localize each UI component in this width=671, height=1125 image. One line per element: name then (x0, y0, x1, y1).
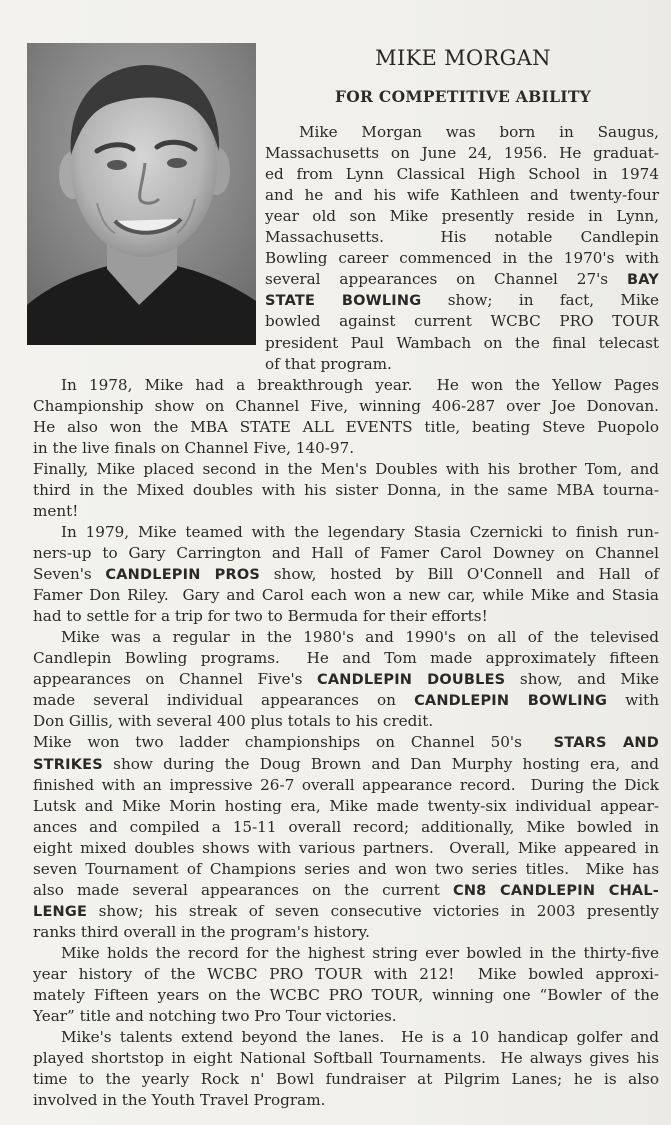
text-line (33, 459, 659, 480)
text-line (33, 438, 659, 459)
text-line (33, 775, 659, 796)
text-segment: played shortstop in eight National Softball Tournaments. He always gives his (33, 1049, 659, 1068)
text-segment: eight mixed doubles shows with various partners. Overall, Mike appeared in (33, 838, 659, 857)
text-line (61, 1027, 659, 1048)
text-line (33, 859, 659, 880)
text-line (61, 375, 659, 396)
text-segment: with (607, 691, 659, 710)
text-segment: year history of the WCBC PRO TOUR with 212! Mike bowled approxi- (33, 965, 659, 983)
text-segment: Finally, Mike placed second in the Men's Doubles with his brother Tom, and (33, 459, 659, 478)
text-line (33, 648, 659, 669)
text-line (265, 290, 659, 311)
text-line (33, 754, 659, 775)
portrait-image (27, 43, 256, 345)
inductee-name: MIKE MORGAN (375, 46, 551, 70)
portrait-photo (27, 43, 256, 345)
text-line (33, 669, 659, 690)
text-line (265, 143, 659, 164)
text-segment: Mike's talents extend beyond the lanes. He is a 10 handicap golfer and (61, 1028, 659, 1047)
text-segment: Lutsk and Mike Morin hosting era, Mike made twenty-six individual appear- (33, 796, 659, 815)
text-segment: also made several appearances on the current (33, 880, 453, 899)
text-line (33, 585, 659, 606)
award-category: FOR COMPETITIVE ABILITY (334, 87, 592, 106)
text-segment: in the live finals on Channel Five, 140-97. (33, 438, 355, 457)
text-line (265, 227, 659, 248)
text-segment: mately Fifteen years on the WCBC PRO TOUR, winning one “Bowler of the (33, 986, 659, 1005)
text-line (265, 311, 659, 332)
text-line (33, 690, 659, 711)
text-line (33, 817, 659, 838)
text-segment: time to the yearly Rock n' Bowl fundraiser at Pilgrim Lanes; he is also (33, 1070, 659, 1089)
text-segment: made several individual appearances on (33, 691, 415, 710)
text-line (33, 1048, 659, 1069)
text-line (265, 185, 659, 206)
text-line (33, 922, 659, 943)
text-line (33, 396, 659, 417)
text-segment: Year” title and notching two Pro Tour victories. (33, 1007, 397, 1026)
text-line (33, 796, 659, 817)
text-segment: ranks third overall in the program's history. (33, 922, 370, 941)
text-line (61, 522, 659, 543)
text-line (33, 880, 659, 901)
text-line (33, 564, 659, 585)
text-segment: Don Gillis, with several 400 plus totals to his credit. (33, 712, 434, 731)
program-title: STRIKES (33, 756, 103, 773)
text-segment: president Paul Wambach on the final telecast (265, 333, 659, 352)
text-segment: third in the Mixed doubles with his sister Donna, in the same MBA tourna- (33, 480, 659, 499)
text-segment: Massachusetts on June 24, 1956. He graduat- (265, 144, 659, 163)
text-segment: year old son Mike presently reside in Lynn, (265, 207, 659, 226)
text-segment: Bowling career commenced in the 1970's with (265, 249, 659, 268)
text-line (265, 248, 659, 269)
text-segment: appearances on Channel Five's (33, 670, 317, 689)
text-segment: seven Tournament of Champions series and won two series titles. Mike has (33, 859, 659, 878)
text-segment: ances and compiled a 15-11 overall record; additionally, Mike bowled in (33, 817, 659, 836)
text-line (33, 711, 659, 732)
text-segment: involved in the Youth Travel Program. (33, 1091, 326, 1110)
text-segment: Mike holds the record for the highest string ever bowled in the thirty-five (61, 943, 659, 962)
text-segment: In 1978, Mike had a breakthrough year. He won the Yellow Pages (61, 375, 659, 394)
text-segment: Famer Don Riley. Gary and Carol each won a new car, while Mike and Stasia (33, 586, 659, 605)
text-line (61, 627, 659, 648)
text-segment: ment! (33, 501, 79, 520)
text-line (33, 417, 659, 438)
text-segment: Mike Morgan was born in Saugus, (299, 123, 659, 141)
program-title: CANDLEPIN BOWLING (414, 693, 608, 710)
text-segment: had to settle for a trip for two to Bermuda for their efforts! (33, 607, 488, 626)
text-segment: and he and his wife Kathleen and twenty-four (265, 186, 659, 205)
program-title: LENGE (33, 903, 88, 920)
text-line (265, 164, 659, 185)
text-segment: show, and Mike (505, 670, 659, 689)
text-line (61, 943, 659, 964)
text-segment: Seven's (33, 565, 106, 584)
text-line (265, 354, 659, 375)
text-line (33, 732, 659, 753)
text-segment: Massachusetts. His notable Candlepin (265, 228, 659, 247)
text-line (33, 964, 659, 985)
text-segment: show, hosted by Bill O'Connell and Hall of (260, 565, 659, 584)
text-line (33, 501, 659, 522)
text-line (33, 985, 659, 1006)
text-line (33, 1090, 659, 1111)
text-segment: show; in fact, Mike (421, 291, 660, 310)
program-title: CN8 CANDLEPIN CHAL- (453, 882, 660, 899)
text-line (33, 543, 659, 564)
program-title: STATE BOWLING (265, 293, 422, 310)
text-segment: ed from Lynn Classical High School in 1974 (265, 165, 659, 184)
text-segment: show; his streak of seven consecutive victories in 2003 presently (87, 901, 659, 920)
text-line (33, 901, 659, 922)
text-line (33, 1006, 659, 1027)
text-segment: Candlepin Bowling programs. He and Tom made approximately fifteen (33, 649, 659, 668)
text-segment: In 1979, Mike teamed with the legendary Stasia Czernicki to finish run- (61, 522, 659, 541)
text-segment: Mike was a regular in the 1980's and 1990's on all of the televised (61, 628, 659, 647)
text-segment: Championship show on Channel Five, winning 406-287 over Joe Donovan. (33, 396, 659, 415)
program-title: CANDLEPIN DOUBLES (317, 672, 506, 689)
text-line (33, 480, 659, 501)
text-line (265, 269, 659, 290)
text-line (299, 122, 659, 143)
text-line (33, 606, 659, 627)
text-segment: ners-up to Gary Carrington and Hall of Famer Carol Downey on Channel (33, 544, 659, 562)
text-line (265, 333, 659, 354)
text-segment: He also won the MBA STATE ALL EVENTS title, beating Steve Puopolo (33, 417, 659, 436)
text-line (33, 838, 659, 859)
text-line (33, 1069, 659, 1090)
text-line (265, 206, 659, 227)
text-segment: finished with an impressive 26-7 overall appearance record. During the Dick (33, 775, 659, 794)
text-segment: bowled against current WCBC PRO TOUR (265, 312, 659, 331)
program-title: STARS AND (553, 735, 659, 752)
text-segment: of that program. (265, 354, 392, 373)
program-title: CANDLEPIN PROS (105, 567, 261, 584)
text-segment: Mike won two ladder championships on Channel 50's (33, 733, 554, 752)
text-segment: show during the Doug Brown and Dan Murphy hosting era, and (102, 754, 659, 773)
program-title: BAY (627, 272, 659, 289)
text-segment: several appearances on Channel 27's (265, 270, 627, 289)
